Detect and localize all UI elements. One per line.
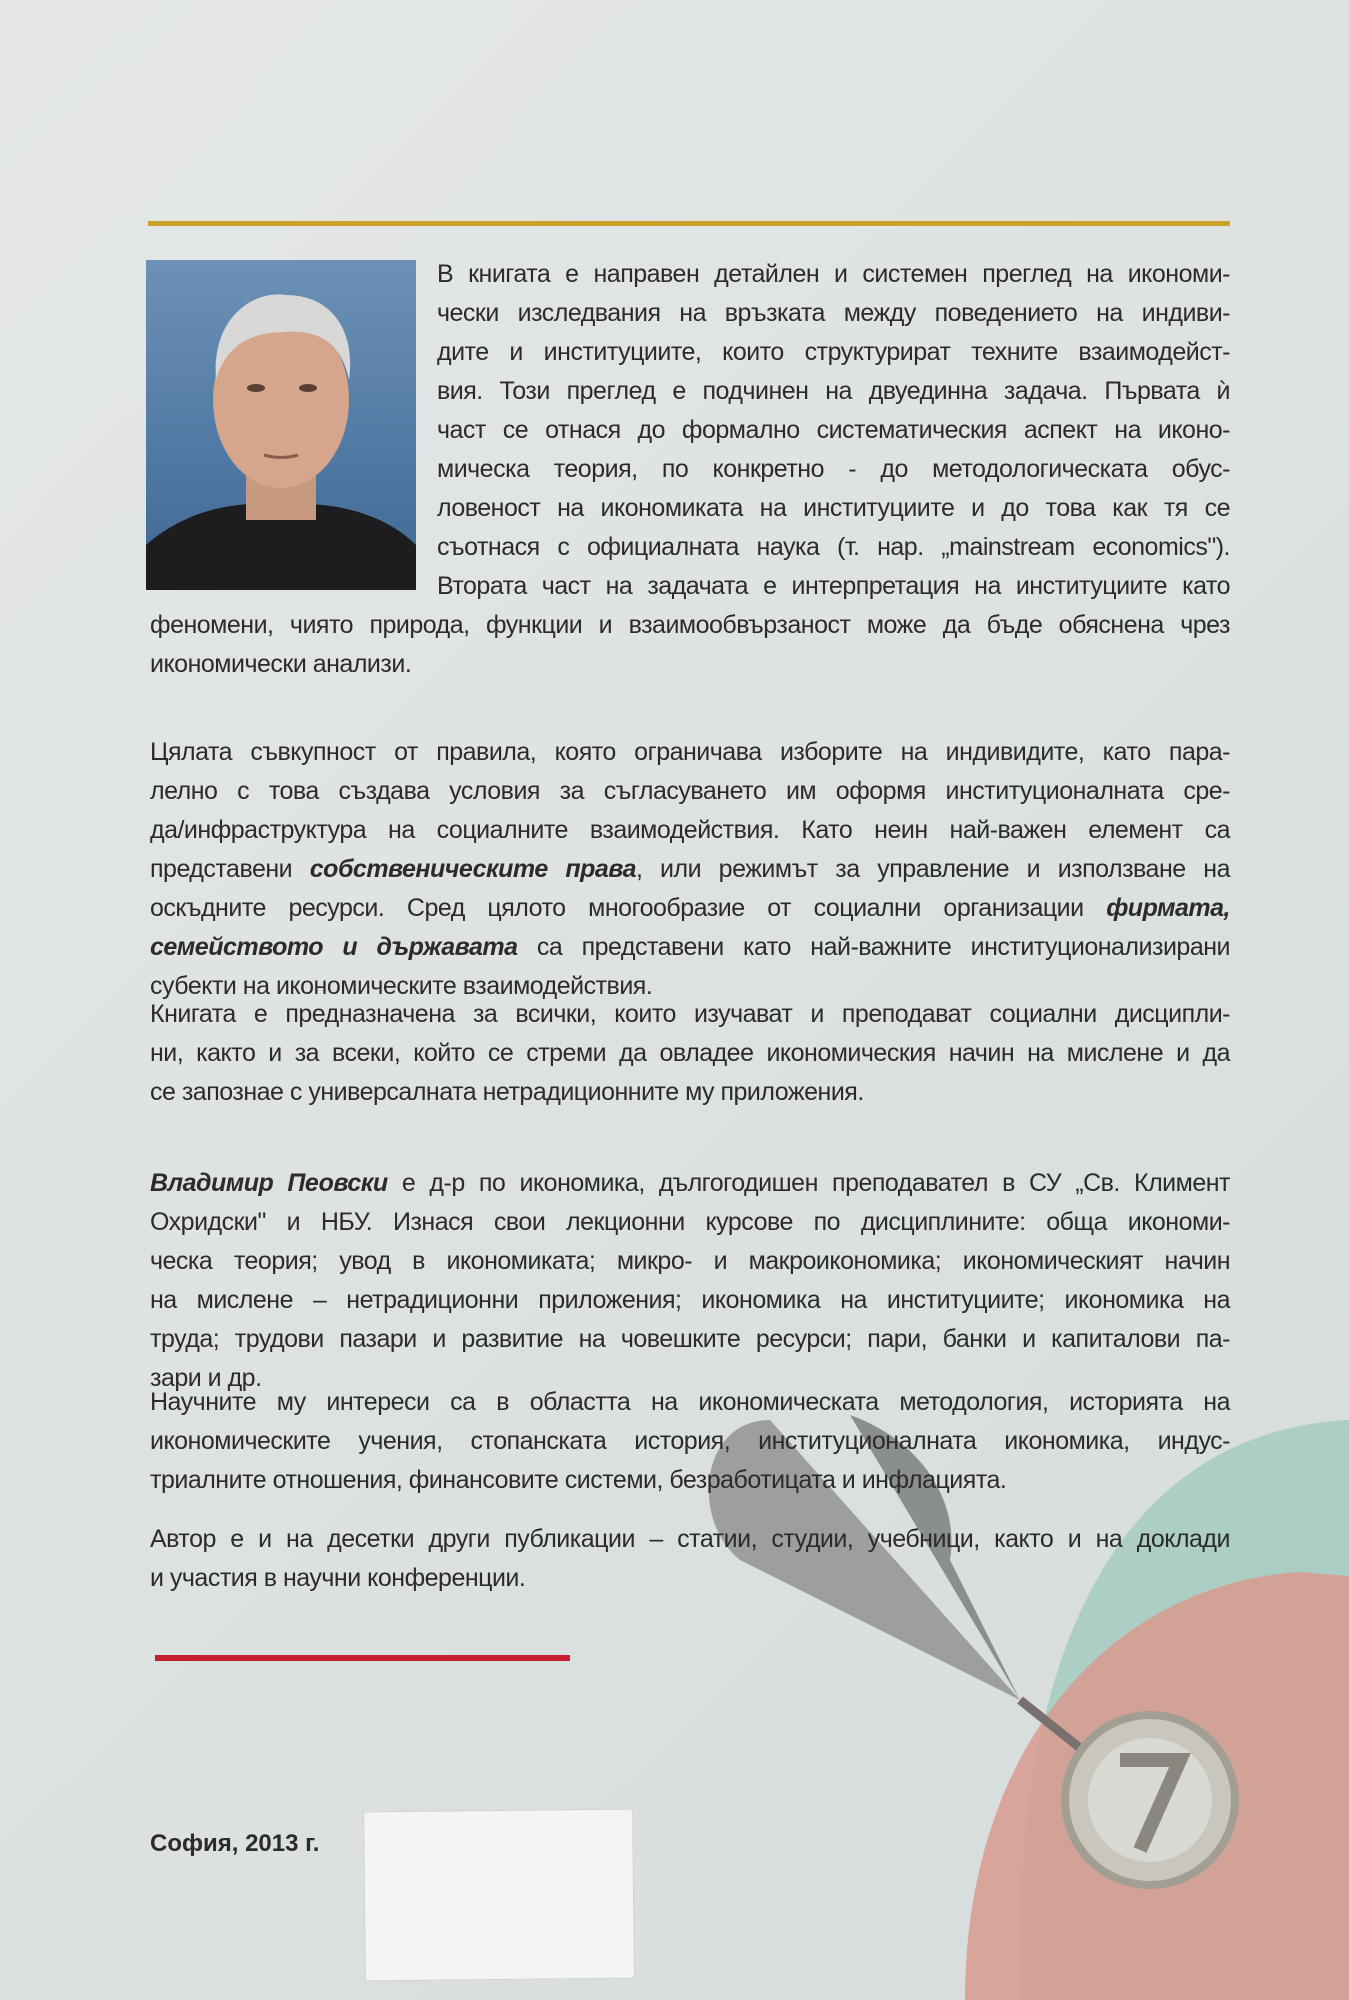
coin-icon [1065,1715,1235,1885]
gold-divider [148,221,1230,226]
text-line: и участия в научни конференции. [150,1564,526,1592]
text: , или режимът за управление и използване на [635,855,1231,883]
blurb-paragraph-3 [150,995,1230,1112]
text-line: субекти на икономическите взаимодействия. [150,972,653,1000]
emphasis: собственическите права [309,855,636,883]
text-line: триалните отношения, финансовите системи, безработицата и инфлацията. [150,1466,1007,1494]
text-line [150,928,1230,967]
text-line: да/инфраструктура на социалните взаимодействия. Като неин най-важен елемент са [150,816,1230,844]
text: представени [150,855,310,883]
author-bio [150,1164,1230,1398]
blurb-paragraph-1 [437,255,1230,606]
text-line: Научните му интереси са в областта на икономическата методология, историята на [150,1388,1230,1416]
text-line: Втората част на задачата е интерпретация на институциите като [437,572,1230,600]
text-line: лелно с това създава условия за съгласуването им оформя институционалната сре- [150,777,1230,805]
author-interests [150,1383,1230,1500]
text-line: икономическите учения, стопанската история, институционалната икономика, индус- [150,1427,1230,1455]
text-line: ловеност на икономиката на институциите и до това как тя се [437,494,1230,522]
text-line: икономически анализи. [150,650,412,678]
text-line: В книгата е направен детайлен и системен преглед на икономи- [437,260,1230,288]
author-publications [150,1520,1230,1598]
text: оскъдните ресурси. Сред цялото многообразие от социални организации [150,894,1107,922]
text-line: Цялата съвкупност от правила, която ограничава изборите на индивидите, като пара- [150,738,1230,766]
text-line: Автор е и на десетки други публикации – статии, студии, учебници, както и на доклади [150,1525,1230,1553]
text-line: Охридски" и НБУ. Изнася свои лекционни курсове по дисциплините: обща икономи- [150,1208,1230,1236]
blurb-paragraph-2 [150,733,1230,1006]
text-line: Книгата е предназначена за всички, които изучават и преподават социални дисципли- [150,1000,1230,1028]
text-line: мическа теория, по конкретно - до методологическата обус- [437,455,1230,483]
blurb-paragraph-1-continued [150,606,1230,684]
text-line: зари и др. [150,1364,262,1392]
text-line: феномени, чиято природа, функции и взаимообвързаност може да бъде обяснена чрез [150,611,1230,639]
emphasis: семейството и държавата [150,933,518,961]
text-line: дите и институциите, които структурират техните взаимодейст- [437,338,1230,366]
text: са представени като най-важните институционализирани [517,933,1230,961]
text-line: част се отнася до формално систематическия аспект на иконо- [437,416,1230,444]
author-name: Владимир Пеовски [150,1169,388,1197]
text-line [150,1164,1230,1203]
text-line [150,850,1230,889]
price-sticker [363,1809,635,1982]
text-line: труда; трудови пазари и развитие на човешките ресурси; пари, банки и капиталови па- [150,1325,1230,1353]
text-line: на мислене – нетрадиционни приложения; икономика на институциите; икономика на [150,1286,1230,1314]
author-photo [146,260,416,590]
text-line: ни, както и за всеки, който се стреми да овладее икономическия начин на мислене и да [150,1039,1230,1067]
text-line: чески изследвания на връзката между поведението на индиви- [437,299,1230,327]
imprint: София, 2013 г. [150,1830,320,1857]
text-line [150,889,1230,928]
emphasis: фирмата, [1106,894,1230,922]
text-line: ческа теория; увод в икономиката; микро- и макроикономика; икономическият начин [150,1247,1230,1275]
text: е д-р по икономика, дългогодишен преподавател в СУ „Св. Климент [387,1169,1230,1197]
text-line: съотнася с официалната наука (т. нар. „mainstream economics"). [437,533,1230,561]
red-divider [155,1655,570,1661]
text-line: се запознае с универсалната нетрадиционните му приложения. [150,1078,864,1106]
text-line: вия. Този преглед е подчинен на двуединна задача. Първата ѝ [437,377,1230,405]
